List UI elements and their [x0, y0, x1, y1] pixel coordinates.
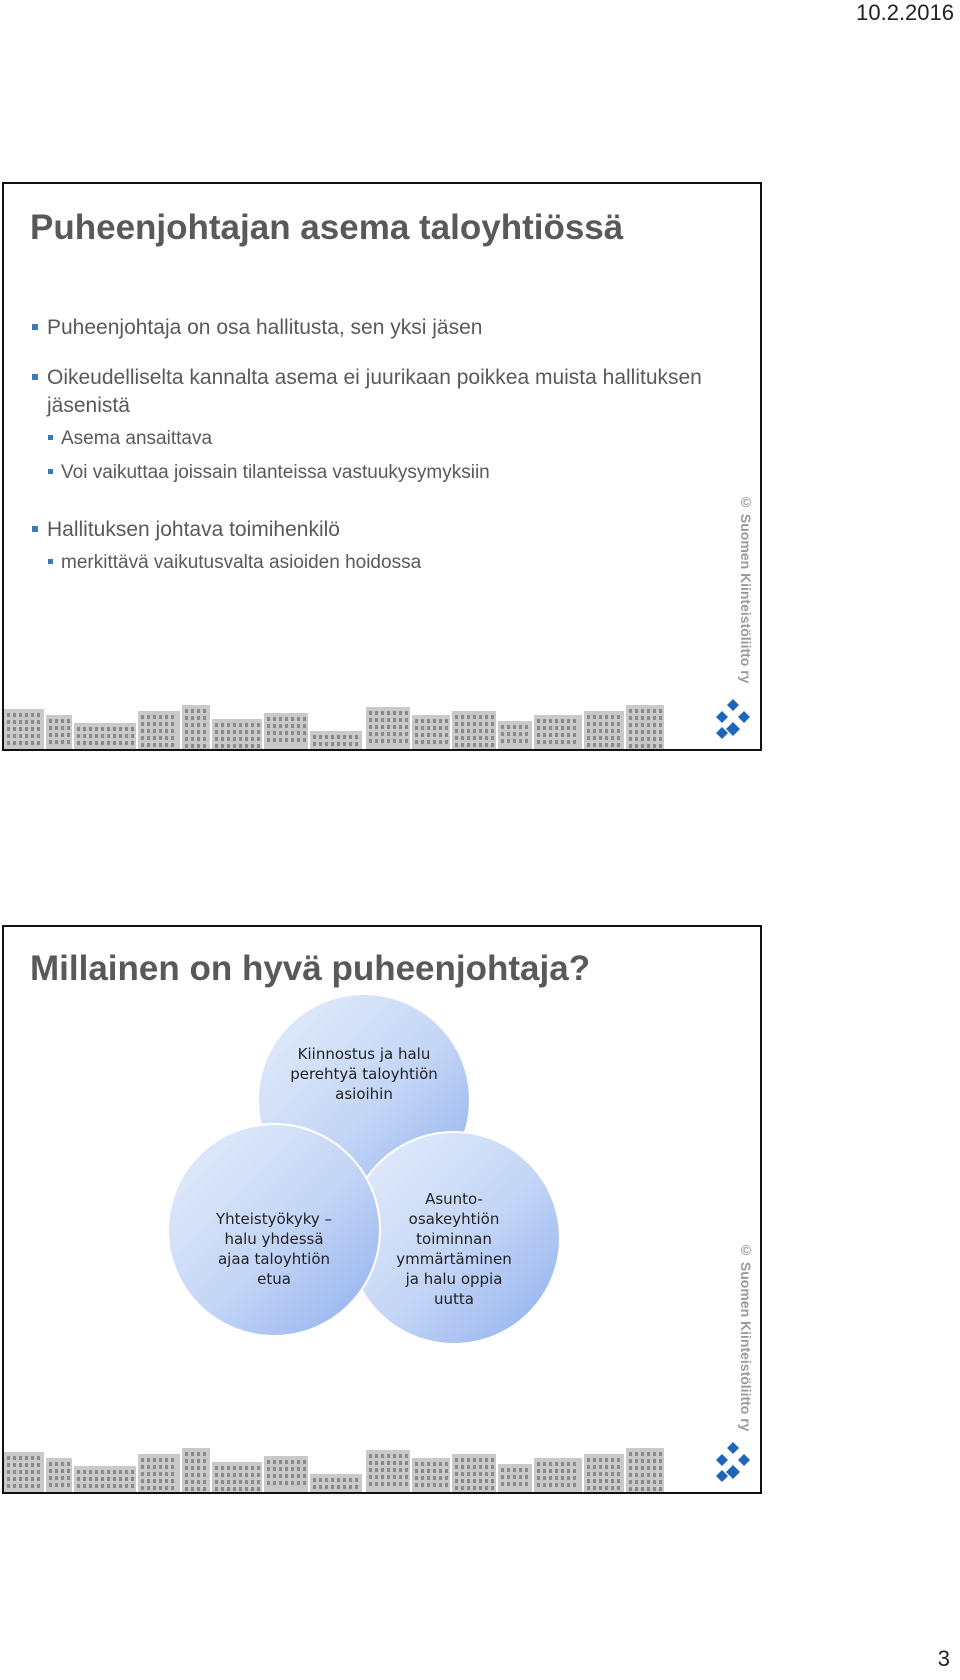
city-skyline-footer [4, 701, 704, 749]
kiinteistoliitto-logo-icon [712, 699, 754, 741]
bullet-item: Hallituksen johtava toimihenkilö [31, 516, 711, 544]
bullet-square-icon [32, 374, 38, 380]
page-date: 10.2.2016 [856, 0, 954, 25]
bullet-square-icon [32, 324, 38, 330]
bullet-list [31, 314, 711, 576]
slide-title: Puheenjohtajan asema taloyhtiössä [30, 208, 624, 247]
venn-label-right: Asunto- osakeyhtiön toiminnan ymmärtäminen ja halu oppia uutta [396, 1190, 512, 1308]
page-number: 3 [937, 1646, 950, 1671]
venn-label-left: Yhteistyökyky – halu yhdessä ajaa taloyhtiön etua [215, 1210, 333, 1288]
venn-label-top: Kiinnostus ja halu perehtyä taloyhtiön asioihin [290, 1045, 438, 1103]
bullet-square-icon [48, 469, 53, 474]
sub-bullet-item: Voi vaikuttaa joissain tilanteissa vastuukysymyksiin [31, 460, 711, 486]
slide-1 [2, 182, 762, 751]
bullet-square-icon [48, 559, 53, 564]
bullet-item: Puheenjohtaja on osa hallitusta, sen yksi jäsen [31, 314, 711, 342]
city-skyline-footer [4, 1444, 704, 1492]
copyright-text: © Suomen Kiinteistöliitto ry [738, 494, 754, 684]
bullet-square-icon [32, 526, 38, 532]
copyright-text: © Suomen Kiinteistöliitto ry [738, 1242, 754, 1432]
kiinteistoliitto-logo-icon [712, 1442, 754, 1484]
slide-2 [2, 925, 762, 1494]
slide-title: Millainen on hyvä puheenjohtaja? [30, 949, 591, 988]
bullet-item: Oikeudelliselta kannalta asema ei juurikaan poikkea muista hallituksen jäsenistä [31, 364, 711, 420]
sub-bullet-item: merkittävä vaikutusvalta asioiden hoidossa [31, 550, 711, 576]
sub-bullet-item: Asema ansaittava [31, 426, 711, 452]
bullet-square-icon [48, 435, 53, 440]
